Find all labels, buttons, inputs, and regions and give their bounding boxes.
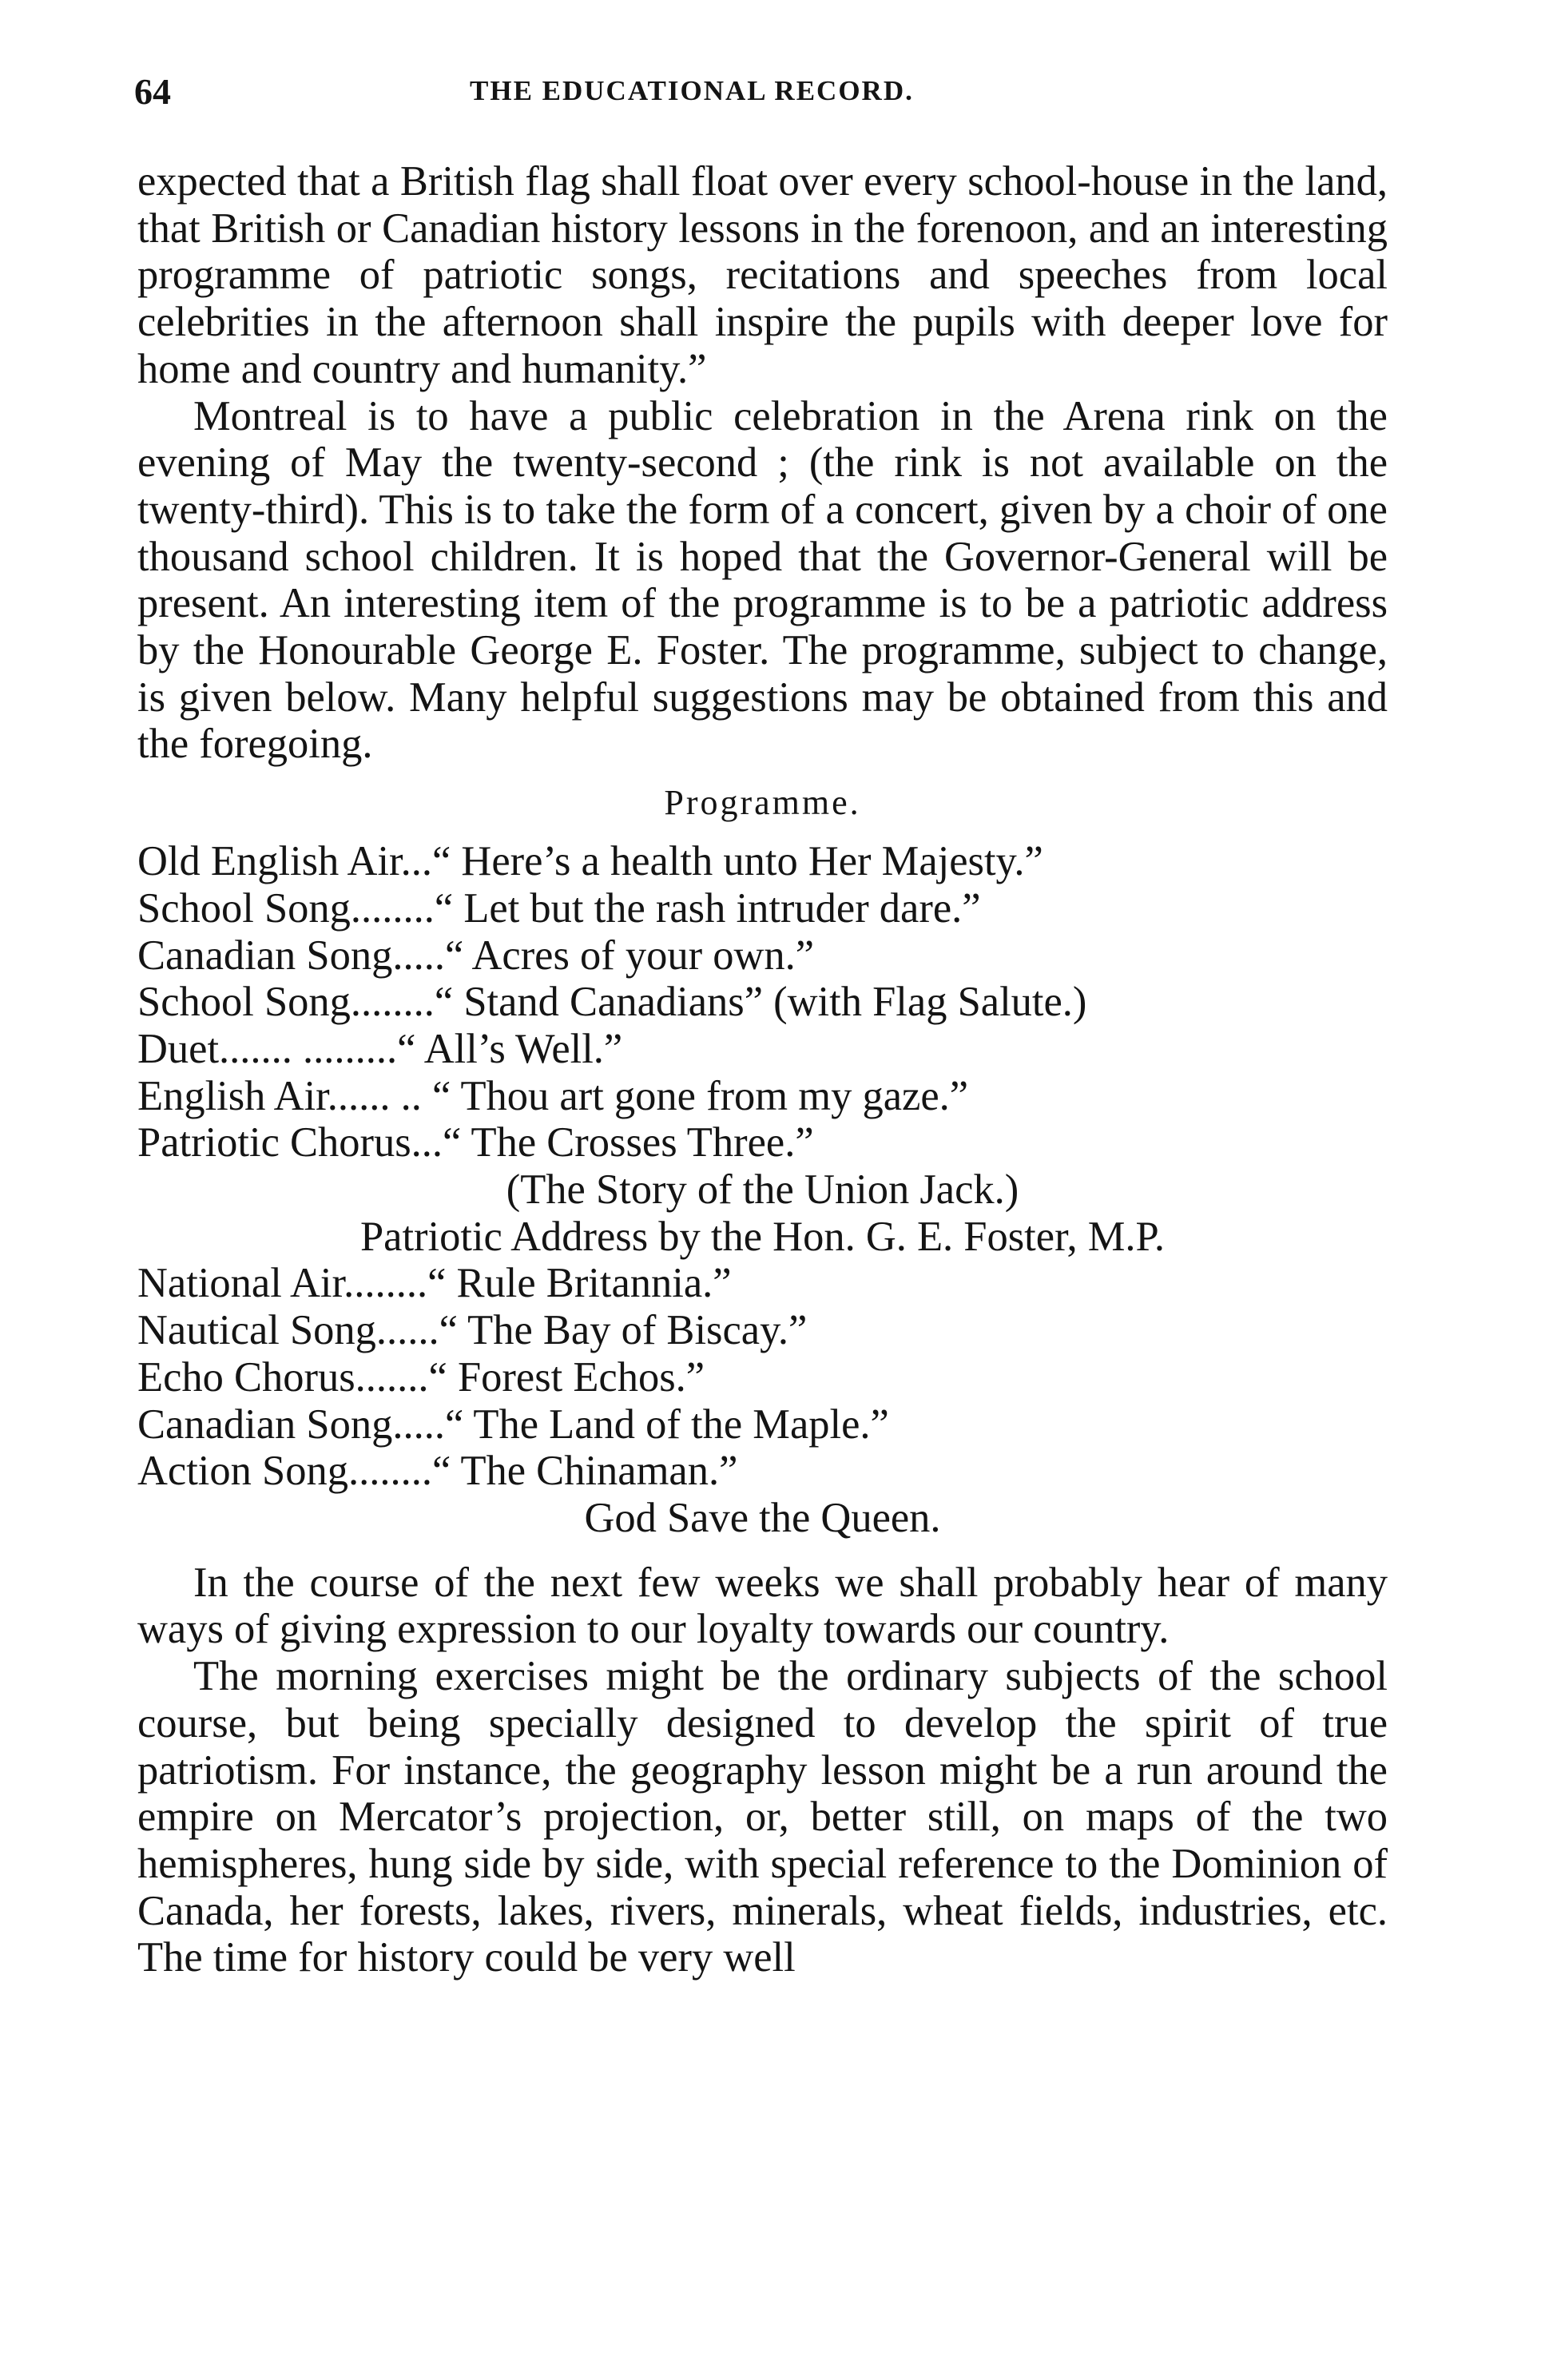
programme-item: Canadian Song.....“ The Land of the Maple.”	[137, 1401, 889, 1448]
programme-item: Canadian Song.....“ Acres of your own.”	[137, 932, 815, 979]
programme-item: School Song........“ Let but the rash intruder dare.”	[137, 884, 981, 932]
paragraph-continued: expected that a British flag shall float over every school-house in the land, that British or Canadian history lessons in the forenoon, and an interesting programme of patriotic songs, recitations and speeches from local celebrities in the afternoon shall inspire the pupils with deeper love for home and country and humanity.”	[137, 158, 1388, 392]
programme-list-first	[137, 838, 1388, 1166]
programme-closing-line: God Save the Queen.	[584, 1494, 941, 1541]
section-spacer	[137, 1542, 1388, 1560]
programme-item: Patriotic Chorus...“ The Crosses Three.”	[137, 1119, 814, 1166]
paragraph-loyalty: In the course of the next few weeks we shall probably hear of many ways of giving expression to our loyalty towards our country.	[137, 1559, 1388, 1653]
programme-item: Nautical Song......“ The Bay of Biscay.”	[137, 1307, 808, 1354]
page-header	[134, 70, 1384, 126]
programme-item: English Air...... .. “ Thou art gone from my gaze.”	[137, 1072, 969, 1119]
programme-item: Action Song........“ The Chinaman.”	[137, 1448, 738, 1495]
programme-item: National Air........“ Rule Britannia.”	[137, 1260, 732, 1307]
page-body	[137, 158, 1388, 1981]
paragraph-morning-exercises: The morning exercises might be the ordinary subjects of the school course, but being specially designed to develop the spirit of true patriotism. For instance, the geography lesson might be a run around the empire on Mercator’s projection, or, better still, on maps of the two hemispheres, hung side by side, with special reference to the Dominion of Canada, her forests, lakes, rivers, minerals, wheat fields, industries, etc. The time for history could be very well	[137, 1653, 1388, 1981]
paragraph-montreal-celebration: Montreal is to have a public celebration in the Arena rink on the evening of May the twenty-second ; (the rink is not available on the twenty-third). This is to take the form of a concert, given by a choir of one thousand school children. It is hoped that the Governor-General will be present. An interesting item of the programme is to be a patriotic address by the Honourable George E. Foster. The programme, subject to change, is given below. Many helpful suggestions may be obtained from this and the foregoing.	[137, 392, 1388, 768]
programme-item: Echo Chorus.......“ Forest Echos.”	[137, 1353, 705, 1401]
running-head: THE EDUCATIONAL RECORD.	[470, 75, 914, 106]
page-number: 64	[134, 71, 171, 112]
programme-list-second	[137, 1260, 1388, 1495]
programme-story-line: (The Story of the Union Jack.)	[506, 1166, 1019, 1214]
programme-item: School Song........“ Stand Canadians” (with Flag Salute.)	[137, 979, 1087, 1026]
programme-address-line: Patriotic Address by the Hon. G. E. Foster, M.P.	[359, 1213, 1166, 1260]
programme-title: Programme.	[664, 783, 861, 823]
programme-item: Duet....... .........“ All’s Well.”	[137, 1025, 623, 1072]
programme-item: Old English Air...“ Here’s a health unto Her Majesty.”	[137, 838, 1043, 885]
